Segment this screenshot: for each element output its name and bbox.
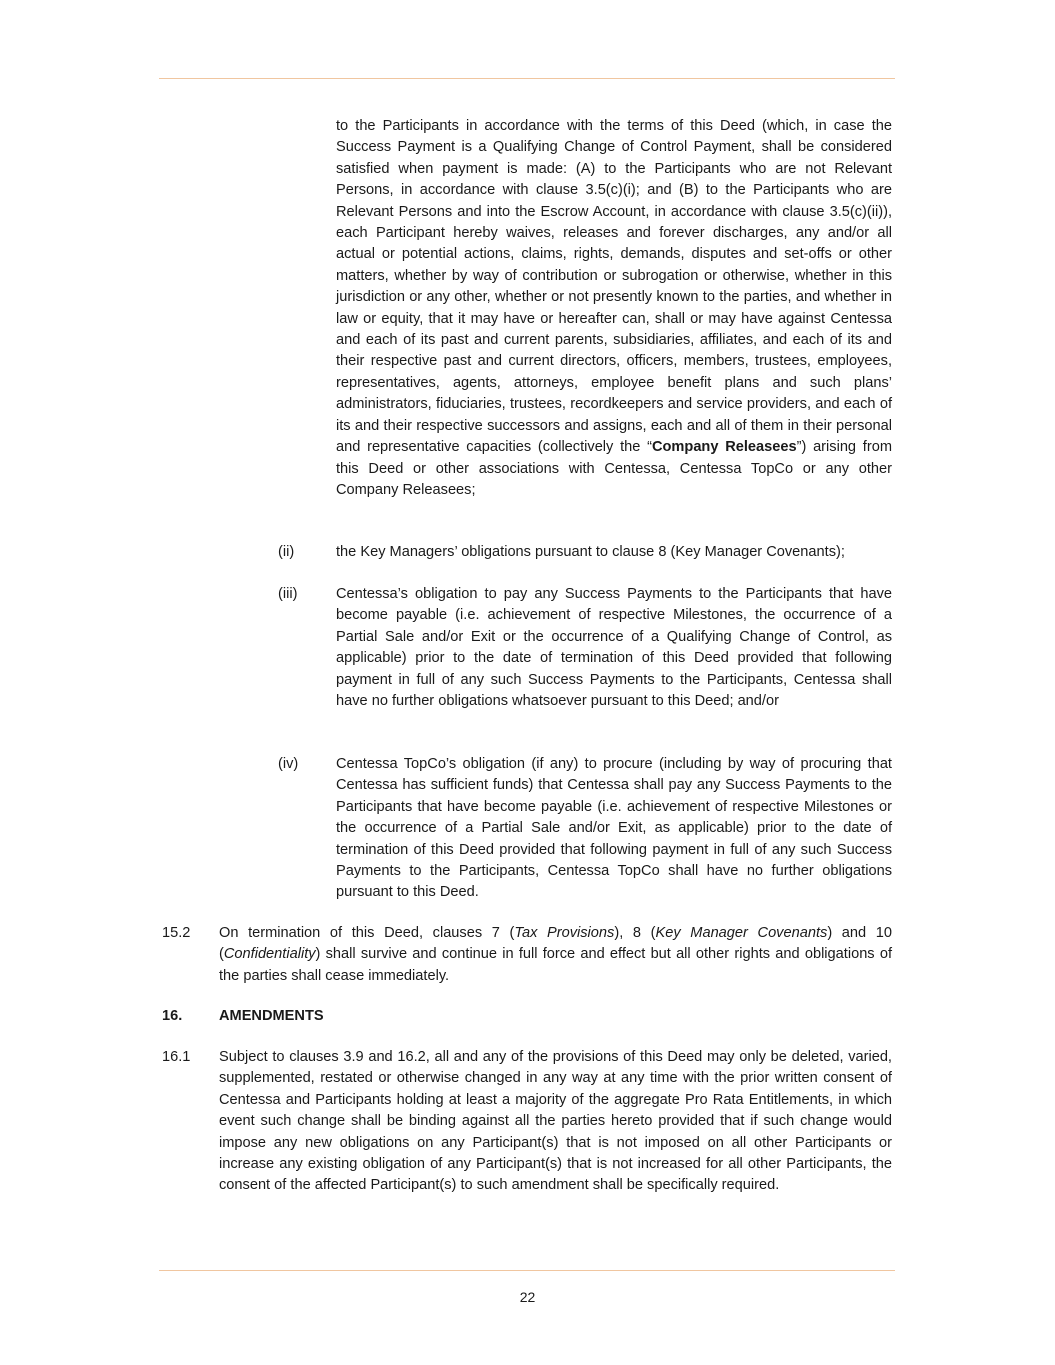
ref-key-manager-covenants: Key Manager Covenants — [655, 925, 828, 941]
ref-tax-provisions: Tax Provisions — [514, 925, 615, 941]
item-label-ii: (ii) — [278, 544, 295, 560]
clause-15-2-text-3: ) and 10 ( — [219, 925, 893, 963]
page-number: 22 — [519, 1289, 536, 1305]
item-text-iv: Centessa TopCo’s obligation (if any) to procure (including by way of procuring that Centessa has sufficient funds) that Centessa shall pay any Success Payments to the Participants that have become payable (i.e. achievement of respective Milestones or the occurrence of a Partial Sale and/or Exit, as applicable) prior to the date of termination of this Deed provided that following payment in full of any such Success Payments to the Participants, Centessa TopCo shall have no further obligations pursuant to this Deed. — [336, 756, 892, 901]
clause-15-2-text-4: ) shall survive and continue in full force and effect but all other rights and obligations of the parties shall cease immediately. — [219, 946, 892, 984]
item-text-iii: Centessa’s obligation to pay any Success Payments to the Participants that have become payable (i.e. achievement of respective Milestones, the occurrence of a Partial Sale and/or Exit or the occurrence of a Qualifying Change of Control, as applicable) prior to the date of termination of this Deed provided that following payment in full of any such Success Payments to the Participants, Centessa shall have no further obligations whatsoever pursuant to this Deed; and/or — [336, 586, 892, 710]
clause-16-1-text: Subject to clauses 3.9 and 16.2, all and any of the provisions of this Deed may only be deleted, varied, supplemented, restated or otherwise changed in any way at any time with the prior written consent of Centessa and Participants holding at least a majority of the aggregate Pro Rata Entitlements, in which event such change shall be binding against all the parties hereto provided that if such change would impose any new obligations on any Participant(s) that is not imposed on all other Participants or increase any existing obligation of any Participant(s) that is not increased for all other Participants, the consent of the affected Participant(s) to such amendment shall be specifically required. — [219, 1049, 892, 1194]
section-title: AMENDMENTS — [219, 1008, 324, 1024]
item-label-iii: (iii) — [278, 586, 298, 602]
item-text-ii: the Key Managers’ obligations pursuant to clause 8 (Key Manager Covenants); — [336, 544, 845, 560]
clause-15-2-text-1: On termination of this Deed, clauses 7 ( — [219, 925, 515, 941]
continuation-text: to the Participants in accordance with the terms of this Deed (which, in case the Success Payment is a Qualifying Change of Control Payment, shall be considered satisfied when payment is made: (A) to the Participants who are not Relevant Persons, in accordance with clause 3.5(c)(i); and (B) to the Participants who are Relevant Persons and into the Escrow Account, in accordance with clause 3.5(c)(ii)), each Participant hereby waives, releases and forever discharges, any and/or all actual or potential actions, claims, rights, demands, disputes and set-offs or other matters, whether by way of contribution or subrogation or otherwise, whether in this jurisdiction or any other, whether or not presently known to the parties, and whether in law or equity, that it may have or hereafter can, shall or may have against Centessa and each of its past and current parents, subsidiaries, affiliates, and each of its and their respective past and current directors, officers, members, trustees, employees, representatives, agents, attorneys, employee benefit plans and such plans’ administrators, fiduciaries, trustees, recordkeepers and service providers, and each of its and their respective successors and assigns, each and all of them in their personal and representative capacities (collectively the “ — [336, 118, 892, 456]
clause-15-2-text-2: ), 8 ( — [614, 925, 656, 941]
footer-rule — [159, 1270, 895, 1271]
defined-term-company-releasees: Company Releasees — [651, 439, 797, 456]
clause-label-15-2: 15.2 — [162, 925, 191, 941]
item-label-iv: (iv) — [278, 756, 299, 772]
clause-15-2-paragraph — [219, 923, 892, 987]
clause-label-16-1: 16.1 — [162, 1049, 191, 1065]
continuation-text-end: ”) arising from this Deed or other associations with Centessa, Centessa TopCo or any other Company Releasees; — [336, 439, 892, 498]
section-number: 16. — [162, 1008, 183, 1024]
header-rule — [159, 78, 895, 79]
continuation-paragraph — [336, 116, 892, 501]
ref-confidentiality: Confidentiality — [223, 946, 316, 963]
